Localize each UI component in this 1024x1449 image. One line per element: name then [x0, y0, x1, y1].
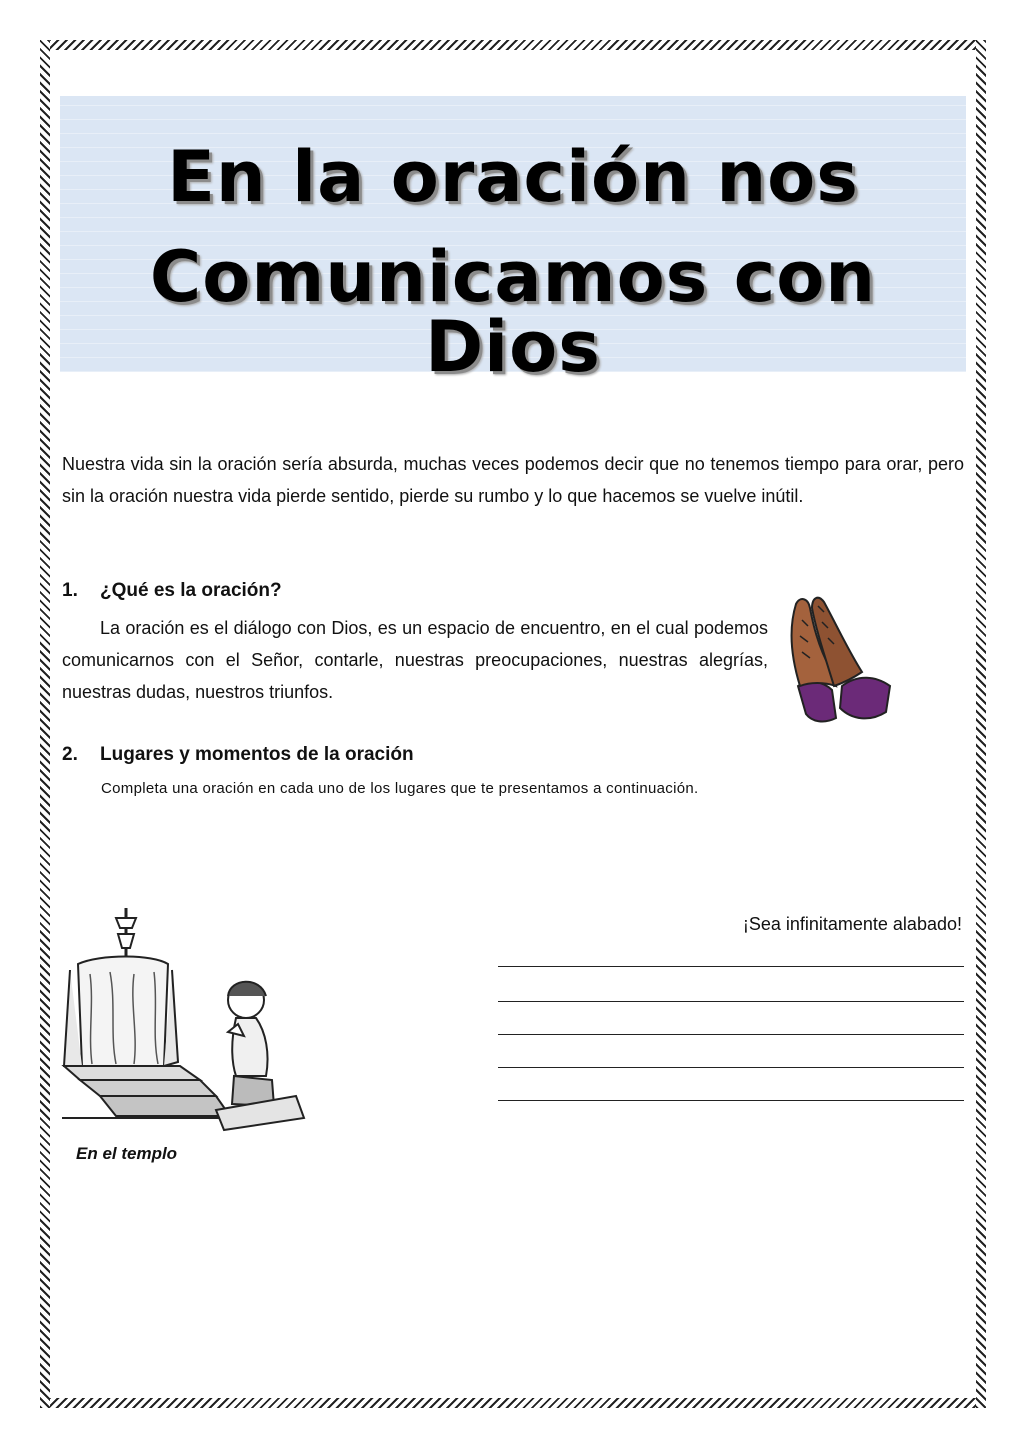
answer-line[interactable]	[498, 1100, 964, 1101]
section-2-heading	[62, 744, 414, 766]
section-2-instruction: Completa una oración en cada uno de los lugares que te presentamos a continuación.	[101, 780, 699, 797]
temple-prayer-image	[60, 904, 308, 1134]
title-line-2: Comunicamos con Dios	[149, 236, 877, 388]
page-border-left	[40, 40, 50, 1408]
answer-line[interactable]	[498, 1034, 964, 1035]
title-line-1: En la oración nos	[167, 136, 859, 218]
section-1-heading	[62, 580, 282, 602]
answer-line[interactable]	[498, 1067, 964, 1068]
section-1-body: La oración es el diálogo con Dios, es un espacio de encuentro, en el cual podemos comunicarnos con el Señor, contarle, nuestras preocupaciones, nuestras alegrías, nuestras dudas, nuestros triunfos.	[62, 618, 768, 702]
title-banner	[60, 96, 966, 388]
section-2-title: Lugares y momentos de la oración	[100, 744, 414, 765]
intro-paragraph: Nuestra vida sin la oración sería absurda, muchas veces podemos decir que no tenemos tiempo para orar, pero sin la oración nuestra vida pierde sentido, pierde su rumbo y lo que hacemos se vuelve inútil.	[62, 454, 964, 506]
page-border-top	[40, 40, 986, 50]
section-1-title: ¿Qué es la oración?	[100, 580, 282, 601]
answer-line[interactable]	[498, 966, 964, 967]
page-border-right	[976, 40, 986, 1408]
praying-hands-icon	[778, 590, 896, 726]
section-1-number: 1.	[62, 580, 78, 601]
image-caption: En el templo	[76, 1144, 178, 1163]
section-2-number: 2.	[62, 744, 78, 765]
prayer-opening: ¡Sea infinitamente alabado!	[742, 914, 962, 934]
answer-line[interactable]	[498, 1001, 964, 1002]
page-border-bottom	[40, 1398, 986, 1408]
